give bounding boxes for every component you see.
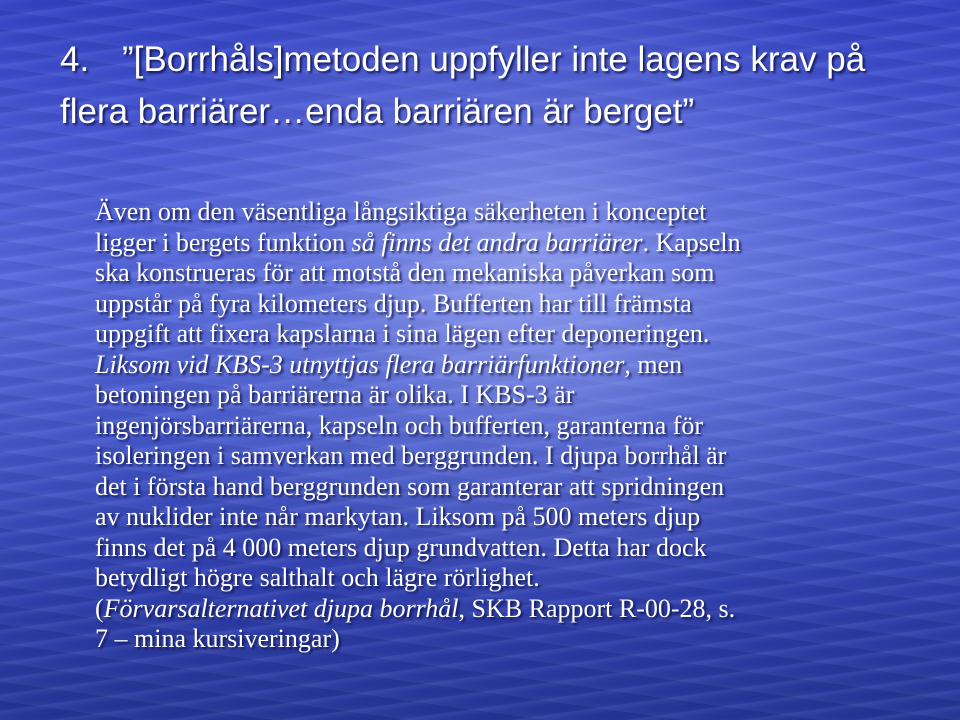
- text-run: finns det på 4 000 meters djup grundvatten. Detta har dock: [95, 532, 707, 562]
- body-line: [95, 228, 905, 259]
- title-text: ”[Borrhåls]metoden uppfyller inte lagens krav på flera barriärer…enda barriären är berget”: [60, 40, 866, 131]
- text-run: isoleringen i samverkan med berggrunden. I djupa borrhål är: [95, 441, 727, 470]
- text-run: ligger i bergets funktion: [95, 227, 352, 257]
- body-line: [95, 197, 905, 228]
- text-run: (: [95, 593, 104, 623]
- italic-phrase: så finns det andra barriärer: [351, 227, 643, 257]
- slide-body-text: [95, 197, 905, 655]
- body-line: [95, 319, 905, 350]
- text-run: Även om den väsentliga långsiktiga säkerheten i konceptet: [95, 197, 707, 226]
- italic-phrase: Förvarsalternativet djupa borrhål: [103, 593, 459, 623]
- body-line: [95, 350, 905, 381]
- body-line: [95, 502, 905, 533]
- body-line: [95, 441, 905, 472]
- text-run: , SKB Rapport R-00-28, s.: [458, 593, 736, 623]
- text-run: uppstår på fyra kilometers djup. Bufferten har till främsta: [95, 288, 692, 318]
- body-line: [95, 380, 905, 411]
- body-line: [95, 624, 905, 655]
- text-run: ska konstrueras för att motstå den mekaniska påverkan som: [95, 258, 715, 287]
- text-run: av nuklider inte når markytan. Liksom på 500 meters djup: [95, 502, 701, 531]
- text-run: betydligt högre salthalt och lägre rörlighet.: [95, 563, 540, 592]
- italic-phrase: Liksom vid KBS-3 utnyttjas flera barriärfunktioner: [95, 349, 625, 379]
- title-number: 4.: [60, 40, 90, 79]
- text-run: betoningen på barriärerna är olika. I KBS-3 är: [95, 380, 575, 409]
- text-run: uppgift att fixera kapslarna i sina lägen efter deponeringen.: [95, 319, 710, 348]
- text-run: ingenjörsbarriärerna, kapseln och bufferten, garanterna för: [95, 410, 704, 440]
- text-run: , men: [624, 349, 683, 379]
- body-line: [95, 472, 905, 503]
- body-line: [95, 289, 905, 320]
- text-run: . Kapseln: [642, 227, 741, 257]
- text-run: det i första hand berggrunden som garanterar att spridningen: [95, 471, 725, 501]
- text-run: 7 – mina kursiveringar): [95, 624, 340, 653]
- body-line: [95, 594, 905, 625]
- slide-title: [60, 34, 930, 138]
- body-line: [95, 258, 905, 289]
- body-line: [95, 411, 905, 442]
- body-line: [95, 533, 905, 564]
- body-line: [95, 563, 905, 594]
